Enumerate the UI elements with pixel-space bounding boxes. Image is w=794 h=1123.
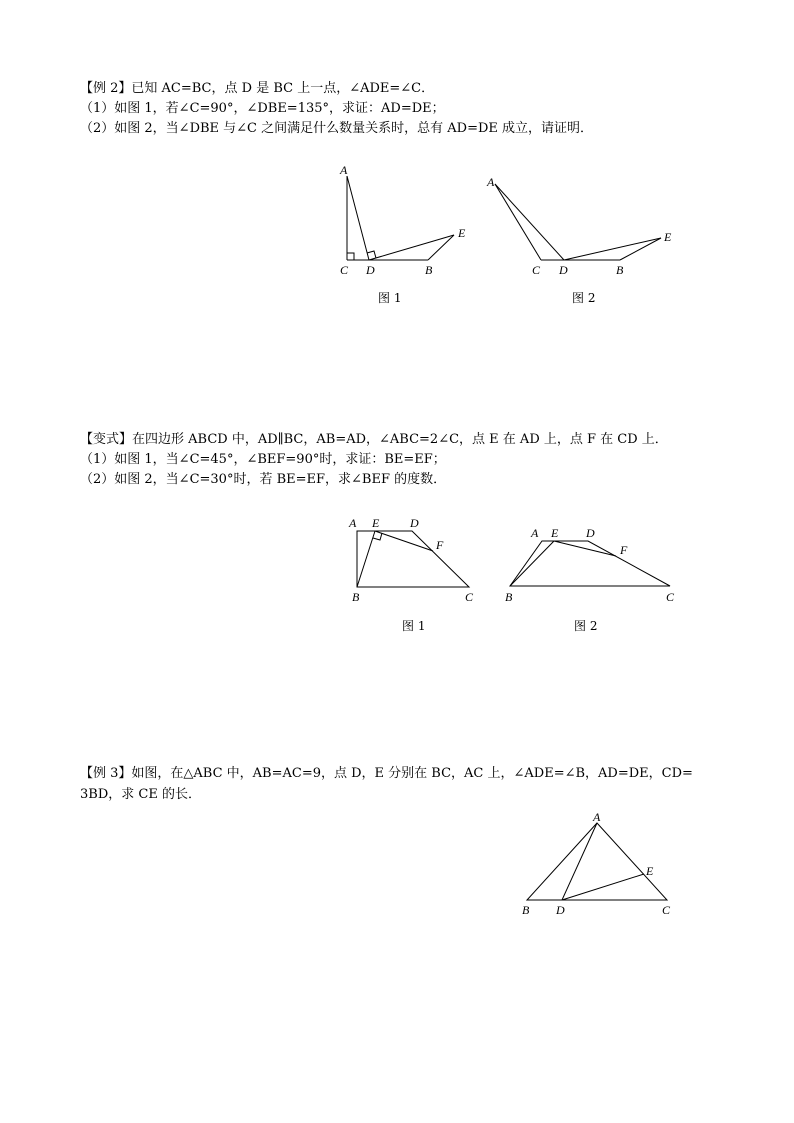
- variant-f1-quadrilateral-ABCD: [357, 531, 469, 587]
- variant-f2-label-F: F: [620, 543, 628, 557]
- ex2-figure-1-caption: 图 1: [378, 291, 402, 305]
- variant-f1-label-B: B: [352, 590, 360, 604]
- ex3-label-D: D: [556, 903, 565, 917]
- ex2-f2-label-D: D: [559, 263, 568, 277]
- variant-f1-label-A: A: [349, 516, 357, 530]
- ex3-segment-DE: [562, 874, 644, 900]
- variant-f2-label-E: E: [551, 526, 559, 540]
- ex2-f2-label-B: B: [616, 263, 624, 277]
- ex3-segment-AD: [562, 823, 597, 900]
- variant-f2-quadrilateral-ABCD: [510, 541, 670, 586]
- ex3-line-1: 【例 3】如图，在△ABC 中，AB=AC=9，点 D，E 分别在 BC，AC 上，∠ADE=∠B，AD=DE，CD=: [80, 766, 693, 781]
- ex2-figure-2-caption: 图 2: [572, 291, 596, 305]
- ex3-label-C: C: [662, 903, 671, 917]
- ex2-f1-label-C: C: [340, 263, 349, 277]
- ex2-f2-segment-AD: [495, 184, 564, 260]
- variant-f1-label-D: D: [410, 516, 419, 530]
- ex2-title: 【例 2】已知 AC=BC，点 D 是 BC 上一点，∠ADE=∠C．: [80, 81, 435, 96]
- ex2-f2-segment-DE: [564, 238, 661, 260]
- variant-f2-label-C: C: [666, 590, 675, 604]
- ex2-figure-2: [484, 170, 684, 280]
- variant-f1-segment-EF: [375, 531, 433, 551]
- ex2-figure-1: [330, 160, 480, 280]
- ex2-f2-label-E: E: [664, 230, 672, 244]
- variant-f1-label-E: E: [372, 516, 380, 530]
- variant-f2-segment-EF: [554, 541, 616, 556]
- variant-f1-label-F: F: [436, 538, 444, 552]
- ex2-f1-label-B: B: [425, 263, 433, 277]
- variant-f1-label-C: C: [465, 590, 474, 604]
- ex2-f1-label-A: A: [340, 163, 348, 177]
- variant-question-1: （1）如图 1，当∠C=45°，∠BEF=90°时，求证：BE=EF；: [80, 452, 446, 467]
- ex3-figure: [515, 805, 695, 920]
- variant-figure-2-caption: 图 2: [574, 619, 598, 633]
- ex2-f2-label-A: A: [487, 175, 495, 189]
- ex2-f2-segment-BE: [620, 238, 661, 260]
- ex2-f1-label-E: E: [458, 226, 466, 240]
- variant-title: 【变式】在四边形 ABCD 中，AD∥BC，AB=AD，∠ABC=2∠C，点 E 在 AD 上，点 F 在 CD 上．: [80, 432, 668, 447]
- variant-f2-label-A: A: [531, 526, 539, 540]
- ex2-f2-segment-AC: [495, 184, 541, 260]
- variant-f2-label-B: B: [505, 590, 513, 604]
- ex2-f1-segment-AD: [347, 176, 369, 260]
- ex2-question-2: （2）如图 2，当∠DBE 与∠C 之间满足什么数量关系时，总有 AD=DE 成立，请证明．: [80, 121, 594, 136]
- variant-question-2: （2）如图 2，当∠C=30°时，若 BE=EF，求∠BEF 的度数．: [80, 472, 447, 487]
- ex3-label-B: B: [522, 903, 530, 917]
- variant-f2-segment-BE: [510, 541, 554, 586]
- ex2-f1-right-angle-C: [347, 253, 354, 260]
- ex3-label-A: A: [593, 810, 601, 824]
- variant-figure-2: [500, 520, 690, 610]
- ex2-f2-label-C: C: [532, 263, 541, 277]
- ex3-line-2: 3BD，求 CE 的长．: [80, 787, 201, 802]
- variant-figure-1: [340, 510, 485, 610]
- ex2-f1-label-D: D: [366, 263, 375, 277]
- variant-f1-segment-BE: [357, 531, 375, 587]
- variant-figure-1-caption: 图 1: [402, 619, 426, 633]
- ex3-label-E: E: [646, 864, 654, 878]
- ex2-question-1: （1）如图 1，若∠C=90°，∠DBE=135°，求证：AD=DE；: [80, 101, 445, 116]
- variant-f2-label-D: D: [586, 526, 595, 540]
